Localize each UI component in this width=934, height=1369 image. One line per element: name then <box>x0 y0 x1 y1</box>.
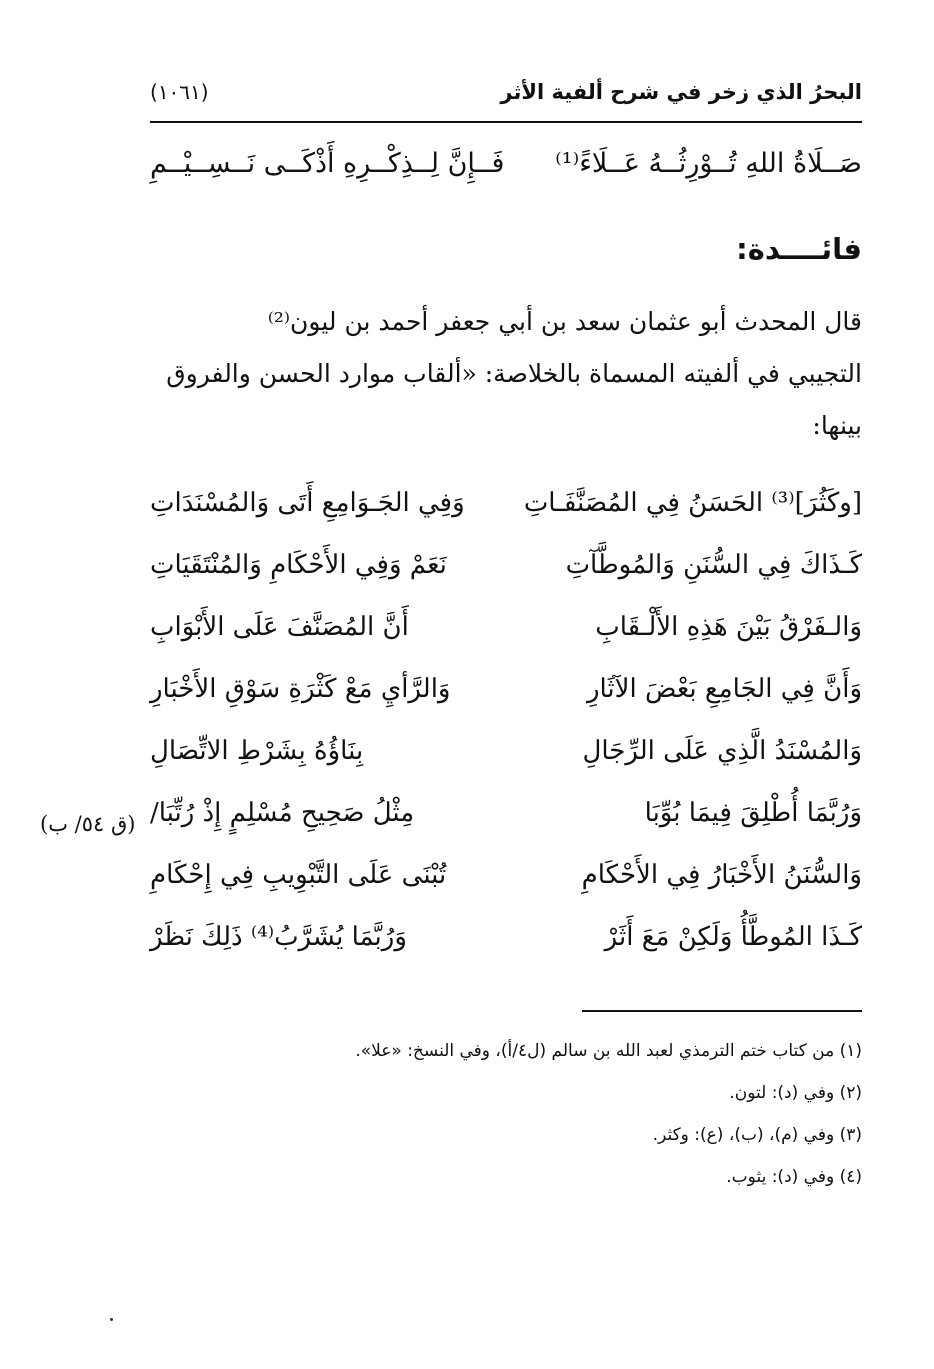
paragraph-line: التجيبي في ألفيته المسماة بالخلاصة: «ألقاب موارد الحسن والفروق <box>166 359 862 388</box>
footnote: (٣) وفي (م)، (ب)، (ع): وكثر. <box>652 1125 862 1145</box>
verse-first-hemistich: وَأَنَّ فِي الجَامِعِ بَعْضَ الآثَارِ <box>586 674 862 704</box>
header-rule <box>150 121 862 123</box>
verse-row <box>150 488 862 550</box>
verse-row <box>150 612 862 674</box>
page-number: (١٠٦١) <box>150 80 209 104</box>
verse-row <box>150 550 862 612</box>
opening-verse <box>150 148 862 200</box>
verse-second-hemistich: بِنَاؤُهُ بِشَرْطِ الاتِّصَالِ <box>150 736 364 766</box>
intro-paragraph <box>150 296 862 452</box>
running-header <box>150 78 862 118</box>
paragraph-line: بينها: <box>812 411 862 440</box>
verse-first-hemistich: وَرُبَّمَا أُطْلِقَ فِيمَا بُوِّبَا <box>644 798 862 828</box>
verse-row <box>150 736 862 798</box>
section-heading: فائــــدة: <box>736 232 862 266</box>
footnotes <box>150 1030 862 1198</box>
manuscript-folio-note: (ق ٥٤/ ب) <box>40 812 136 836</box>
verse-first-hemistich: كَـذَاكَ فِي السُّنَنِ وَالمُوطَّآتِ <box>565 550 862 580</box>
verse-row <box>150 860 862 922</box>
opening-verse-second-hemistich: فَــإِنَّ لِــذِكْــرِهِ أَذْكَــى نَــسِــيْــمِ <box>150 148 505 179</box>
verse-first-hemistich: كَـذَا المُوطَّأُ وَلَكِنْ مَعَ أَثَرْ <box>604 922 862 952</box>
verse-row <box>150 922 862 984</box>
verse-first-hemistich: وَالسُّنَنُ الأَخْبَارُ فِي الأَحْكَامِ <box>581 860 862 890</box>
paragraph-line: قال المحدث أبو عثمان سعد بن أبي جعفر أحمد بن ليون⁽²⁾ <box>267 307 862 336</box>
header-title: البحرُ الذي زخر في شرح ألفية الأثر <box>500 80 862 104</box>
verse-second-hemistich: وَفِي الجَـوَامِعِ أَتَى وَالمُسْنَدَاتِ <box>150 488 465 518</box>
scan-speck <box>110 1318 113 1321</box>
opening-verse-first-hemistich: صَــلَاةُ اللهِ تُــوْرِثُــهُ عَــلَاءً⁽¹⁾ <box>555 148 862 179</box>
verse-first-hemistich: وَالـفَرْقُ بَيْنَ هَذِهِ الأَلْـقَابِ <box>595 612 862 642</box>
verse-second-hemistich: تُبْنَى عَلَى التَّبْوِيبِ فِي إِحْكَامِ <box>150 860 447 890</box>
verse-first-hemistich: وَالمُسْنَدُ الَّذِي عَلَى الرِّجَالِ <box>582 736 862 766</box>
poem-verses <box>150 488 862 984</box>
verse-row <box>150 798 862 860</box>
footnote-separator <box>582 1010 862 1012</box>
verse-row <box>150 674 862 736</box>
verse-second-hemistich: أَنَّ المُصَنَّفَ عَلَى الأَبْوَابِ <box>150 612 409 642</box>
verse-second-hemistich: وَرُبَّمَا يُشَرَّبُ⁽⁴⁾ ذَلِكَ نَظَرْ <box>150 922 407 952</box>
footnote: (٤) وفي (د): يثوب. <box>726 1167 862 1187</box>
verse-second-hemistich: وَالرَّأيِ مَعْ كَثْرَةِ سَوْقِ الأَخْبَارِ <box>150 674 451 704</box>
verse-second-hemistich: نَعَمْ وَفِي الأَحْكَامِ وَالمُنْتَقَيَاتِ <box>150 550 447 580</box>
footnote: (١) من كتاب ختم الترمذي لعبد الله بن سالم (ل٤/أ)، وفي النسخ: «علا». <box>355 1041 862 1061</box>
footnote: (٢) وفي (د): لتون. <box>729 1083 862 1103</box>
verse-second-hemistich: مِثْلُ صَحِيحِ مُسْلِمٍ إِذْ رُتِّبَا/ <box>150 798 415 828</box>
verse-first-hemistich: [وكَثُرَ]⁽³⁾ الحَسَنُ فِي المُصَنَّفَـاتِ <box>523 488 862 518</box>
